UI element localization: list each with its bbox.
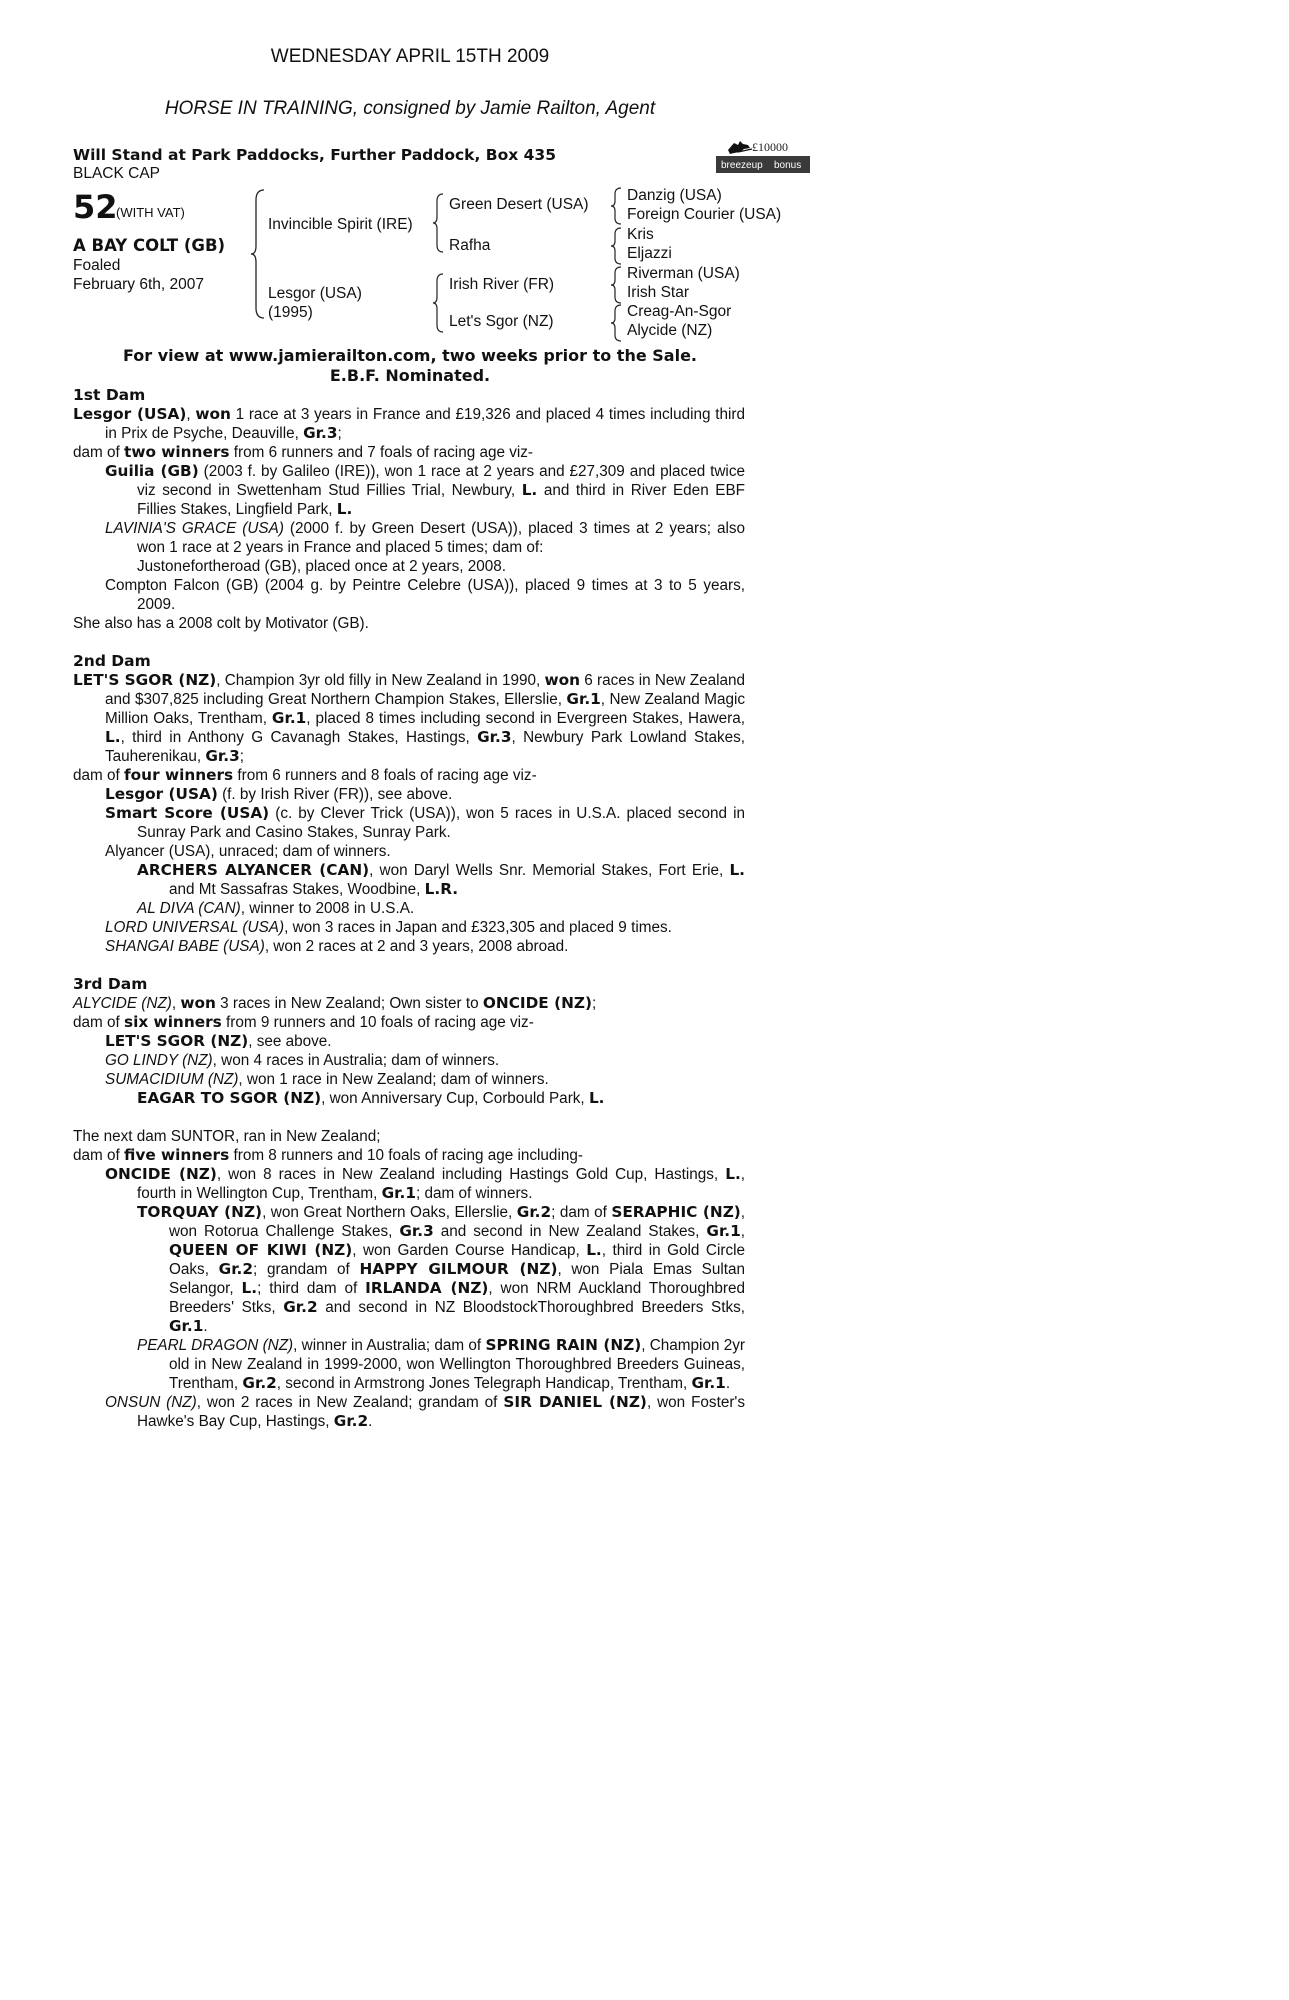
winners-count: five winners <box>124 1146 230 1164</box>
produce-text: , Champion 2yr old in New Zealand in 1999-2000, won Wellington Thoroughbred Breeders Guineas, Trentham, <box>169 1337 745 1392</box>
first-dam-paragraph: Lesgor (USA), won 1 race at 3 years in France and £19,326 and placed 4 times including third in Prix de Psyche, Deauville, Gr.3; <box>73 405 746 442</box>
first-dam-text: 1 race at 3 years in France and £19,326 and placed 4 times including third in Prix de Psyche, Deauville, <box>105 406 746 442</box>
sale-date: WEDNESDAY APRIL 15TH 2009 <box>270 46 550 67</box>
produce-name: TORQUAY (NZ) <box>137 1203 263 1221</box>
produce-text: ; third dam of <box>257 1280 358 1297</box>
ss-sire: Danzig (USA) <box>627 187 722 204</box>
lot-number: 52 <box>73 188 118 226</box>
produce-summary-text: from 6 runners and 8 foals of racing age viz- <box>237 767 537 784</box>
grade-label: Gr.1 <box>706 1222 741 1240</box>
produce-text: and second in New Zealand Stakes, <box>440 1223 700 1240</box>
produce-summary-text: from 8 runners and 10 foals of racing age including- <box>233 1147 583 1164</box>
won-label: won <box>180 994 216 1012</box>
produce-text: , won 2 races at 2 and 3 years, 2008 abroad. <box>264 938 569 955</box>
produce-text: , won Great Northern Oaks, Ellerslie, <box>262 1204 513 1221</box>
listed-label: L. <box>241 1279 258 1297</box>
dam-year: (1995) <box>268 304 313 321</box>
produce-text: (f. by Irish River (FR)), see above. <box>222 786 453 803</box>
produce-text: , won NRM Auckland Thoroughbred Breeders' Stks, <box>169 1280 745 1316</box>
produce-text: , third in Gold Circle Oaks, <box>169 1242 745 1278</box>
produce-name: EAGAR TO SGOR (NZ) <box>137 1089 322 1107</box>
produce-name: Guilia (GB) <box>105 462 199 480</box>
winners-count: four winners <box>124 766 234 784</box>
third-dam-name: ALYCIDE (NZ) <box>73 995 172 1012</box>
bonus-amount: £10000 <box>752 140 788 154</box>
logo-breezeup-text: breezeup <box>721 160 763 171</box>
produce-text: , second in Armstrong Jones Telegraph Handicap, Trentham, <box>276 1375 688 1392</box>
listed-label: L. <box>725 1165 741 1183</box>
dd-dam: Alycide (NZ) <box>627 322 713 339</box>
third-dam-paragraph: ALYCIDE (NZ), won 3 races in New Zealand; Own sister to ONCIDE (NZ); <box>73 994 597 1012</box>
produce-summary-text: from 9 runners and 10 foals of racing age viz- <box>226 1014 534 1031</box>
won-label: won <box>544 671 581 689</box>
produce-text: ; dam of winners. <box>415 1185 533 1202</box>
produce-name: SHANGAI BABE (USA) <box>105 938 265 955</box>
produce-oncide <box>73 1165 745 1203</box>
grade-label: Gr.3 <box>303 424 338 442</box>
produce-name: Smart Score (USA) <box>105 804 270 822</box>
produce-shangai-babe <box>73 937 745 956</box>
consignment-subtitle: HORSE IN TRAINING, consigned by Jamie Railton, Agent <box>164 98 656 119</box>
produce-name: QUEEN OF KIWI (NZ) <box>169 1241 353 1259</box>
black-cap-note: BLACK CAP <box>73 165 161 182</box>
dam-brace <box>432 272 446 334</box>
ss-dam: Foreign Courier (USA) <box>627 206 782 223</box>
produce-text: (c. by Clever Trick (USA)), won 5 races in U.S.A. placed second in Sunray Park and Casino Stakes, Sunray Park. <box>137 805 745 841</box>
race-text: 6 races in New Zealand and $307,825 including Great Northern Champion Stakes, Ellerslie, <box>105 672 746 708</box>
produce-name: LORD UNIVERSAL (USA) <box>105 919 285 936</box>
produce-sumacidium <box>73 1070 745 1089</box>
produce-text: , fourth in Wellington Cup, Trentham, <box>137 1166 746 1202</box>
produce-summary-text: from 6 runners and 7 foals of racing age viz- <box>233 444 534 461</box>
race-text: , placed 8 times including second in Evergreen Stakes, Hawera, <box>306 710 746 727</box>
produce-smart-score <box>73 804 745 842</box>
produce-archers-alyancer <box>73 861 745 899</box>
first-dam-heading: 1st Dam <box>73 386 146 404</box>
second-dam-paragraph: LET'S SGOR (NZ), Champion 3yr old filly in New Zealand in 1990, won 6 races in New Zealand and $307,825 including Great Northern Champion Stakes, Ellerslie, Gr.1, New Zealand Magic Million Oaks, Trentham, Gr.1, placed 8 times including second in Evergreen Stakes, Hawera, L., third in Anthony G Cavanagh Stakes, Hastings, Gr.3, Newbury Park Lowland Stakes, Tauherenikau, Gr.3; <box>73 671 746 765</box>
produce-text: , won 2 races in New Zealand; grandam of <box>196 1394 498 1411</box>
grade-label: Gr.1 <box>691 1374 726 1392</box>
sire-brace <box>432 192 446 254</box>
winners-count: six winners <box>124 1013 222 1031</box>
grade-label: Gr.1 <box>381 1184 416 1202</box>
listed-label: L. <box>729 861 745 879</box>
produce-text: , won Piala Emas Sultan Selangor, <box>169 1261 745 1297</box>
sd-sire: Kris <box>627 226 654 243</box>
grade-label: Gr.2 <box>242 1374 277 1392</box>
produce-name: LET'S SGOR (NZ) <box>105 1032 249 1050</box>
produce-torquay: TORQUAY (NZ), won Great Northern Oaks, Ellerslie, Gr.2; dam of SERAPHIC (NZ), won Rotorua Challenge Stakes, Gr.3 and second in New Zealand Stakes, Gr.1, QUEEN OF KIWI (NZ), won Garden Course Handicap, L., third in Gold Circle Oaks, Gr.2; grandam of HAPPY GILMOUR (NZ), won Piala Emas Sultan Selangor, L.; third dam of IRLANDA (NZ), won NRM Auckland Thoroughbred Breeders' Stks, Gr.2 and second in NZ BloodstockThoroughbred Breeders Stks, Gr.1. <box>137 1203 746 1335</box>
sire-dam: Rafha <box>449 237 491 254</box>
produce-name: HAPPY GILMOUR (NZ) <box>359 1260 558 1278</box>
produce-text: , won 3 races in Japan and £323,305 and placed 9 times. <box>284 919 672 936</box>
grade-label: Gr.2 <box>333 1412 369 1430</box>
listed-label: L.R. <box>424 880 459 898</box>
produce-lord-universal <box>73 918 745 937</box>
grade-label: Gr.1 <box>566 690 601 708</box>
dd-brace <box>610 303 624 343</box>
produce-name: IRLANDA (NZ) <box>365 1279 489 1297</box>
produce-text: and third in River Eden EBF Fillies Stakes, Lingfield Park, <box>137 482 746 518</box>
view-note: For view at www.jamierailton.com, two weeks prior to the Sale. <box>122 346 697 365</box>
race-text: 3 races in New Zealand; Own sister to <box>220 995 479 1012</box>
produce-text: (2003 f. by Galileo (IRE)), won 1 race at 2 years and £27,309 and placed twice viz second in Swettenham Stud Fillies Trial, Newbury, <box>137 463 745 499</box>
ds-sire: Riverman (USA) <box>627 265 740 282</box>
stabling-location: Will Stand at Park Paddocks, Further Paddock, Box 435 <box>73 146 556 164</box>
horse-jockey-icon <box>716 136 810 174</box>
lot-name: A BAY COLT (GB) <box>73 236 226 255</box>
produce-text: and second in NZ BloodstockThoroughbred Breeders Stks, <box>325 1299 745 1316</box>
produce-text: , won Anniversary Cup, Corbould Park, <box>321 1090 585 1107</box>
produce-text: , winner to 2008 in U.S.A. <box>240 900 415 917</box>
produce-name: PEARL DRAGON (NZ) <box>137 1337 294 1354</box>
next-dam-produce-summary <box>73 1146 745 1165</box>
produce-eagar-to-sgor <box>73 1089 745 1108</box>
dd-sire: Creag-An-Sgor <box>627 303 732 320</box>
produce-al-diva <box>73 899 745 918</box>
produce-go-lindy <box>73 1051 745 1070</box>
dam-sire: Irish River (FR) <box>449 276 555 293</box>
produce-onsun: ONSUN (NZ), won 2 races in New Zealand; grandam of SIR DANIEL (NZ), won Foster's Hawke's Bay Cup, Hastings, Gr.2. <box>105 1393 745 1430</box>
grade-label: Gr.3 <box>205 747 240 765</box>
race-text: , Champion 3yr old filly in New Zealand in 1990, <box>216 672 541 689</box>
produce-alyancer: Alyancer (USA), unraced; dam of winners. <box>105 843 391 860</box>
grade-label: Gr.2 <box>516 1203 552 1221</box>
sd-dam: Eljazzi <box>627 245 672 262</box>
produce-text: , won Foster's Hawke's Bay Cup, Hastings, <box>137 1394 745 1430</box>
first-dam-won: won <box>195 405 231 423</box>
listed-label: L. <box>336 500 353 518</box>
dam-of: dam of <box>73 444 120 461</box>
vat-note: (WITH VAT) <box>116 205 185 220</box>
logo-bonus-text: bonus <box>774 160 802 171</box>
produce-name: ONSUN (NZ) <box>105 1394 197 1411</box>
grade-label: Gr.3 <box>399 1222 434 1240</box>
ds-dam: Irish Star <box>627 284 690 301</box>
grade-label: Gr.3 <box>477 728 512 746</box>
produce-text: , see above. <box>248 1033 332 1050</box>
race-text: , Newbury Park Lowland Stakes, Tauherenikau, <box>105 729 746 765</box>
sd-brace <box>610 226 624 266</box>
produce-lets-sgor <box>73 1032 745 1051</box>
listed-label: L. <box>521 481 538 499</box>
grade-label: Gr.1 <box>169 1317 204 1335</box>
produce-text: (2000 f. by Green Desert (USA)), placed 3 times at 2 years; also won 1 race at 2 years in France and placed 5 times; dam of: <box>137 520 746 556</box>
produce-name: SUMACIDIUM (NZ) <box>105 1071 239 1088</box>
third-dam-heading: 3rd Dam <box>73 975 148 993</box>
produce-text: and Mt Sassafras Stakes, Woodbine, <box>169 881 421 898</box>
dam-of: dam of <box>73 1014 120 1031</box>
produce-text: , won Garden Course Handicap, <box>352 1242 580 1259</box>
also-note: She also has a 2008 colt by Motivator (GB). <box>73 615 369 632</box>
produce-compton-falcon: Compton Falcon (GB) (2004 g. by Peintre Celebre (USA)), placed 9 times at 3 to 5 years, 2009. <box>105 577 745 613</box>
foaled-date: February 6th, 2007 <box>73 276 204 293</box>
race-text: , New Zealand Magic Million Oaks, Trentham, <box>105 691 746 727</box>
pedigree-main-brace <box>250 188 270 320</box>
third-dam-produce-summary <box>73 1013 745 1032</box>
dam-of: dam of <box>73 1147 120 1164</box>
produce-lavinias-grace <box>73 519 745 557</box>
sire: Invincible Spirit (IRE) <box>268 216 413 233</box>
produce-name: ARCHERS ALYANCER (CAN) <box>137 861 370 879</box>
first-dam-name: Lesgor (USA) <box>73 405 187 423</box>
second-dam-heading: 2nd Dam <box>73 652 151 670</box>
winners-count: two winners <box>124 443 230 461</box>
ds-brace <box>610 265 624 305</box>
produce-name: LAVINIA'S GRACE (USA) <box>105 520 284 537</box>
produce-name: ONCIDE (NZ) <box>105 1165 217 1183</box>
ss-brace <box>610 186 624 226</box>
produce-text: ; dam of <box>551 1204 607 1221</box>
listed-label: L. <box>588 1089 605 1107</box>
next-dam-intro: The next dam SUNTOR, ran in New Zealand; <box>73 1128 381 1145</box>
dam-dam: Let's Sgor (NZ) <box>449 313 554 330</box>
produce-name: SPRING RAIN (NZ) <box>485 1336 642 1354</box>
second-dam-produce-summary <box>73 766 745 785</box>
produce-text: , won Daryl Wells Snr. Memorial Stakes, Fort Erie, <box>369 862 724 879</box>
second-dam-name: LET'S SGOR (NZ) <box>73 671 217 689</box>
produce-text: , won 4 races in Australia; dam of winners. <box>212 1052 500 1069</box>
sire-sire: Green Desert (USA) <box>449 196 589 213</box>
grade-label: Gr.2 <box>218 1260 254 1278</box>
produce-text: , won 1 race in New Zealand; dam of winners. <box>238 1071 549 1088</box>
sister-name: ONCIDE (NZ) <box>482 994 592 1012</box>
produce-name: SERAPHIC (NZ) <box>611 1203 741 1221</box>
produce-name: AL DIVA (CAN) <box>137 900 241 917</box>
produce-name: SIR DANIEL (NZ) <box>503 1393 647 1411</box>
produce-guilia <box>73 462 745 519</box>
produce-name: GO LINDY (NZ) <box>105 1052 213 1069</box>
produce-pearl-dragon: PEARL DRAGON (NZ), winner in Australia; dam of SPRING RAIN (NZ), Champion 2yr old in New Zealand in 1999-2000, won Wellington Thoroughbred Breeders Guineas, Trentham, Gr.2, second in Armstrong Jones Telegraph Handicap, Trentham, Gr.1. <box>137 1336 745 1392</box>
produce-name: Lesgor (USA) <box>105 785 218 803</box>
listed-label: L. <box>105 728 121 746</box>
grade-label: Gr.2 <box>283 1298 318 1316</box>
catalogue-body <box>73 386 745 1431</box>
listed-label: L. <box>586 1241 602 1259</box>
dam-of: dam of <box>73 767 120 784</box>
produce-justonefortheroad: Justonefortheroad (GB), placed once at 2 years, 2008. <box>137 558 507 575</box>
dam: Lesgor (USA) <box>268 285 362 302</box>
ebf-note: E.B.F. Nominated. <box>329 366 491 385</box>
foaled-label: Foaled <box>73 257 121 274</box>
breezeup-bonus-logo <box>716 136 810 174</box>
produce-text: , winner in Australia; dam of <box>293 1337 482 1354</box>
race-text: , third in Anthony G Cavanagh Stakes, Hastings, <box>120 729 470 746</box>
produce-text: ; grandam of <box>253 1261 350 1278</box>
produce-text: , won Rotorua Challenge Stakes, <box>169 1204 746 1240</box>
produce-lesgor <box>73 785 745 804</box>
produce-text: , won 8 races in New Zealand including Hastings Gold Cup, Hastings, <box>216 1166 719 1183</box>
grade-label: Gr.1 <box>271 709 307 727</box>
first-dam-produce-summary <box>73 443 745 462</box>
